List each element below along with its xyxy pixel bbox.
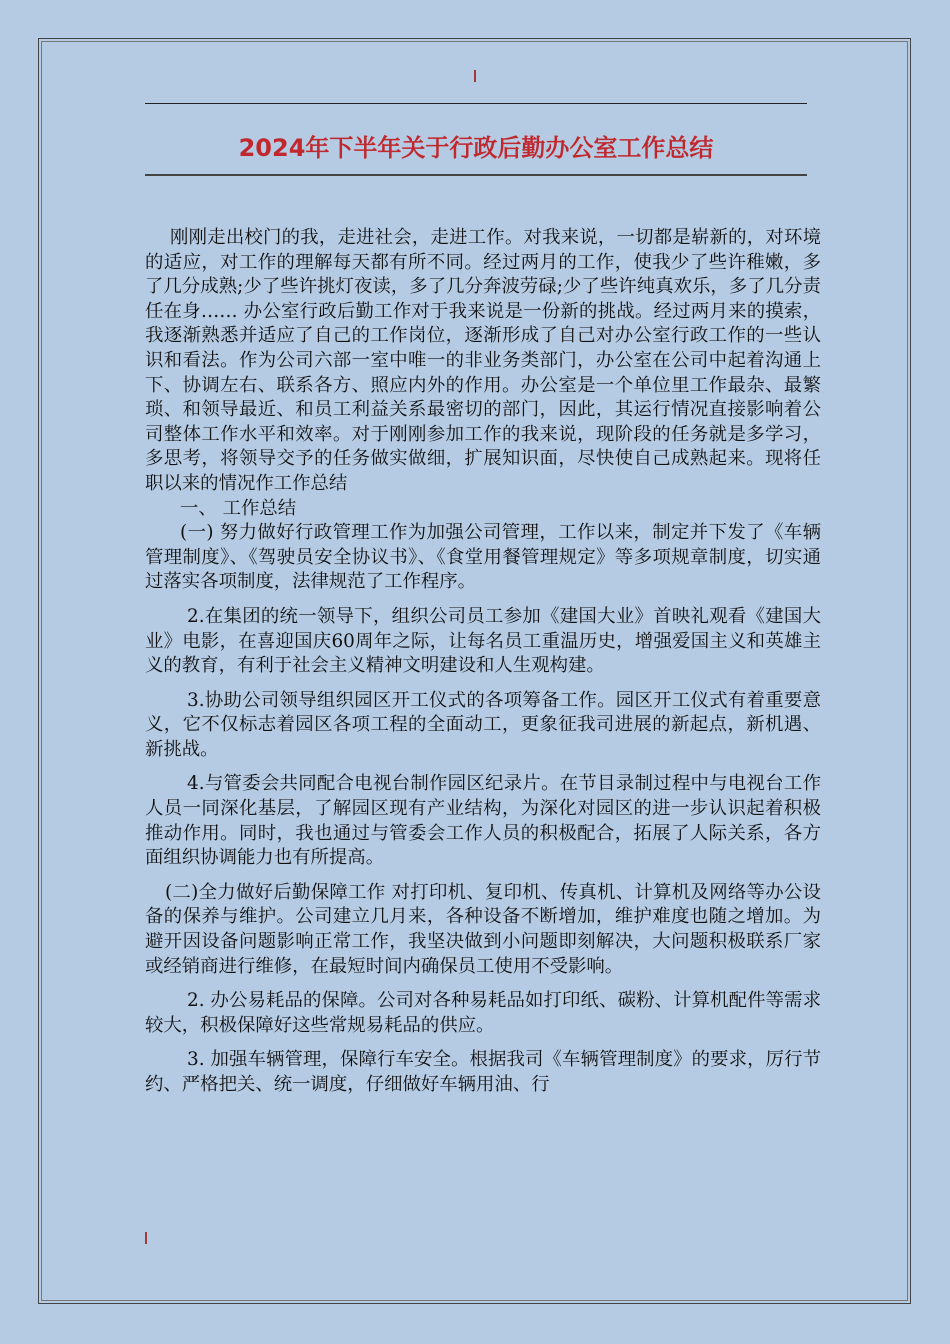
document-title: 2024年下半年关于行政后勤办公室工作总结 (238, 134, 714, 162)
paragraph-admin-3: 3.协助公司领导组织园区开工仪式的各项筹备工作。园区开工仪式有着重要意义，它不仅标志着园区各项工程的全面动工，更象征我司进展的新起点，新机遇、新挑战。 (145, 689, 821, 760)
paragraph-logistics-2: 2. 办公易耗品的保障。公司对各种易耗品如打印纸、碳粉、计算机配件等需求较大，积极保障好这些常规易耗品的供应。 (145, 990, 821, 1036)
section-heading: 一、 工作总结 (180, 497, 297, 519)
paragraph-logistics-3: 3. 加强车辆管理，保障行车安全。根据我司《车辆管理制度》的要求，厉行节约、严格把关、统一调度，仔细做好车辆用油、行 (145, 1049, 821, 1095)
header-rule (145, 103, 807, 104)
paragraph-intro: 刚刚走出校门的我，走进社会，走进工作。对我来说，一切都是崭新的，对环境的适应，对工作的理解每天都有所不同。经过两月的工作，使我少了些许稚嫩，多了几分成熟;少了些许挑灯夜读，多了几分奔波劳碌;少了些许纯真欢乐，多了几分责任在身…… 办公室行政后勤工作对于我来说是一份新的挑战。经过两月来的摸索，我逐渐熟悉并适应了自己的工作岗位，逐渐形成了自己对办公室行政工作的一些认识和看法。作为公司六部一室中唯一的非业务类部门，办公室在公司中起着沟通上下、协调左右、联系各方、照应内外的作用。办公室是一个单位里工作最杂、最繁琐、和领导最近、和员工利益关系最密切的部门，因此，其运行情况直接影响着公司整体工作水平和效率。对于刚刚参加工作的我来说，现阶段的任务就是多学习，多思考，将领导交予的任务做实做细，扩展知识面，尽快使自己成熟起来。现将任职以来的情况作工作总结 (145, 227, 821, 494)
paragraph-admin-1: (一) 努力做好行政管理工作为加强公司管理，工作以来，制定并下发了《车辆管理制度》、《驾驶员安全协议书》、《食堂用餐管理规定》等多项规章制度，切实通过落实各项制度，法律规范了工作程序。 (145, 522, 821, 593)
title-underline (145, 174, 807, 176)
paragraph-admin-4: 4.与管委会共同配合电视台制作园区纪录片。在节目录制过程中与电视台工作人员一同深化基层，了解园区现有产业结构，为深化对园区的进一步认识起着积极推动作用。同时，我也通过与管委会工作人员的积极配合，拓展了人际关系，各方面组织协调能力也有所提高。 (145, 773, 821, 869)
header-mark (474, 70, 476, 82)
paragraph-logistics-1: (二)全力做好后勤保障工作 对打印机、复印机、传真机、计算机及网络等办公设备的保养与维护。公司建立几月来，各种设备不断增加，维护难度也随之增加。为避开因设备问题影响正常工作，我坚决做到小问题即刻解决，大问题积极联系厂家或经销商进行维修，在最短时间内确保员工使用不受影响。 (145, 881, 821, 977)
document-body (145, 226, 821, 1098)
footer-mark (145, 1232, 147, 1244)
paragraph-admin-2: 2.在集团的统一领导下，组织公司员工参加《建国大业》首映礼观看《建国大业》电影，在喜迎国庆60周年之际，让每名员工重温历史，增强爱国主义和英雄主义的教育，有利于社会主义精神文明建设和人生观构建。 (145, 605, 821, 677)
